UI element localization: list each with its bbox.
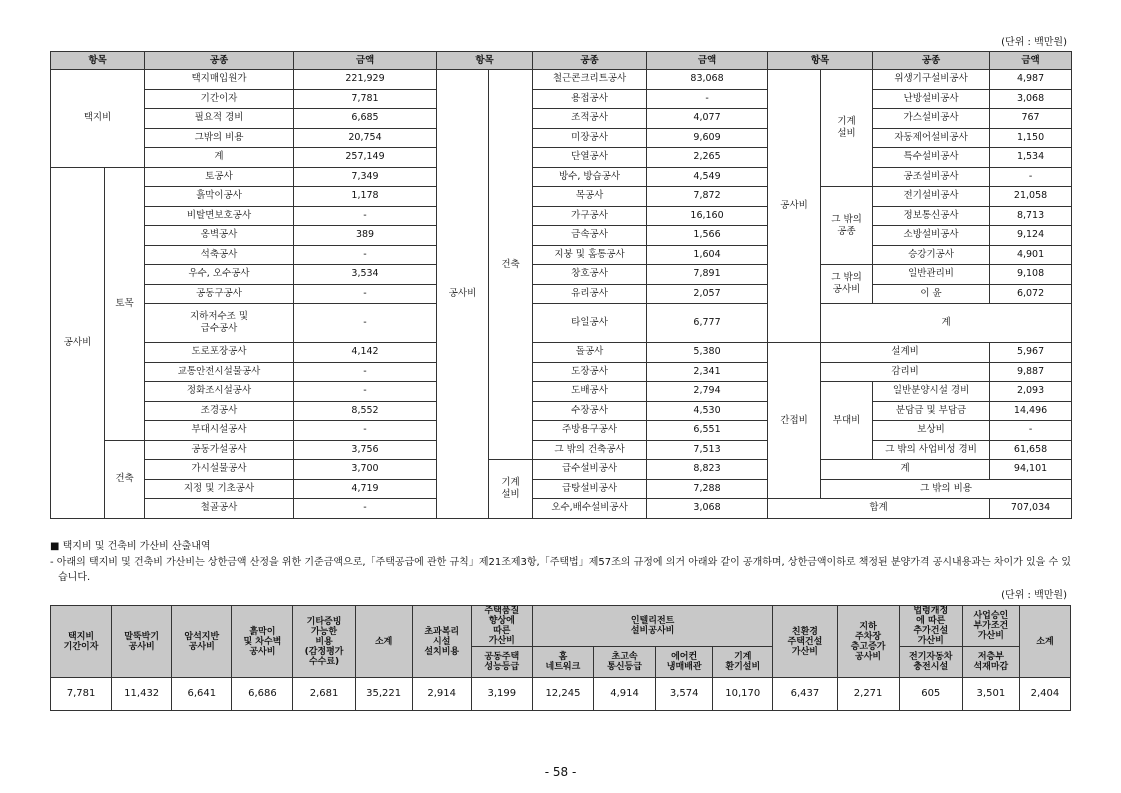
group-label: 공사비 <box>51 167 105 518</box>
header-cell: 주택품질 향상에 따른 가산비 <box>471 606 532 647</box>
table-cell: 보상비 <box>873 421 990 441</box>
table-cell: 4,901 <box>990 245 1072 265</box>
table-cell: 8,552 <box>294 401 437 421</box>
table-cell: 707,034 <box>990 499 1072 519</box>
header-cell: 사업승인 부가조건 가산비 <box>962 606 1019 647</box>
header-cell: 소계 <box>355 606 412 678</box>
table-cell: 257,149 <box>294 148 437 168</box>
table-row <box>51 440 1072 460</box>
table-cell: 특수설비공사 <box>873 148 990 168</box>
table-cell: 4,987 <box>990 70 1072 90</box>
table-cell: - <box>294 284 437 304</box>
table-row <box>51 421 1072 441</box>
table-cell: 금속공사 <box>533 226 647 246</box>
table-cell: 7,513 <box>647 440 768 460</box>
header-cell: 항목 <box>51 52 145 70</box>
table-row <box>51 148 1072 168</box>
table-cell: 조경공사 <box>145 401 294 421</box>
table-cell: 공동구공사 <box>145 284 294 304</box>
table-cell: 389 <box>294 226 437 246</box>
table-cell: 3,756 <box>294 440 437 460</box>
value-cell: 605 <box>899 678 962 711</box>
note-body: - 아래의 택지비 및 건축비 가산비는 상한금액 산정을 위한 기준금액으로,「주택공급에 관한 규칙」제21조제3항,「주택법」제57조의 규정에 의거 아래와 같이 공개하며, 상한금액이하로 책정된 분양가격 공시내용과는 차이가 있을 수 있습니다. <box>50 557 1071 583</box>
table-cell: 6,777 <box>647 304 768 343</box>
table-cell: 767 <box>990 109 1072 129</box>
table-cell: 지정 및 기초공사 <box>145 479 294 499</box>
value-cell: 6,641 <box>172 678 232 711</box>
table-cell: 도배공사 <box>533 382 647 402</box>
table-cell: 2,093 <box>990 382 1072 402</box>
table-row <box>51 187 1072 207</box>
table-cell: 토공사 <box>145 167 294 187</box>
table-cell: 목공사 <box>533 187 647 207</box>
table-cell: 3,068 <box>990 89 1072 109</box>
table-cell: 교통안전시설물공사 <box>145 362 294 382</box>
value-cell: 3,199 <box>471 678 532 711</box>
table-cell: 9,108 <box>990 265 1072 285</box>
table-cell: 6,685 <box>294 109 437 129</box>
header-cell: 에어컨 냉매배관 <box>656 647 713 678</box>
table-cell: 그밖의 비용 <box>145 128 294 148</box>
table-cell: 용접공사 <box>533 89 647 109</box>
table-cell: - <box>294 499 437 519</box>
group-label: 건축 <box>105 440 145 518</box>
table-cell: 도장공사 <box>533 362 647 382</box>
table-cell: 94,101 <box>990 460 1072 480</box>
table-cell: 부대시설공사 <box>145 421 294 441</box>
table-header-row <box>51 606 1071 647</box>
group-label: 건축 <box>489 70 533 460</box>
table-row <box>51 499 1072 519</box>
table-cell: 2,265 <box>647 148 768 168</box>
table-row <box>51 206 1072 226</box>
table-cell: 급수설비공사 <box>533 460 647 480</box>
table-cell: 21,058 <box>990 187 1072 207</box>
table-cell: 흙막이공사 <box>145 187 294 207</box>
table-cell: - <box>990 421 1072 441</box>
table-cell: 4,549 <box>647 167 768 187</box>
table-row <box>51 70 1072 90</box>
table-cell: 유리공사 <box>533 284 647 304</box>
table-cell: 6,072 <box>990 284 1072 304</box>
table-cell: 비탈면보호공사 <box>145 206 294 226</box>
table-cell: 5,380 <box>647 343 768 363</box>
table-cell: 4,530 <box>647 401 768 421</box>
table-cell: 지하저수조 및 급수공사 <box>145 304 294 343</box>
table-cell: 1,604 <box>647 245 768 265</box>
group-label: 공사비 <box>768 70 821 343</box>
header-cell: 택지비 기간이자 <box>51 606 112 678</box>
group-label: 기계 설비 <box>821 70 873 187</box>
table-cell: 3,534 <box>294 265 437 285</box>
value-cell: 7,781 <box>51 678 112 711</box>
group-label: 그 밖의 공사비 <box>821 265 873 304</box>
table-cell: 타일공사 <box>533 304 647 343</box>
table-cell: 계 <box>145 148 294 168</box>
table-cell: - <box>294 245 437 265</box>
group-label: 기계 설비 <box>489 460 533 519</box>
header-cell: 금액 <box>990 52 1072 70</box>
table-cell: - <box>990 167 1072 187</box>
table-row <box>51 109 1072 129</box>
table-row <box>51 460 1072 480</box>
surcharge-table <box>50 605 1071 711</box>
table-cell: 7,288 <box>647 479 768 499</box>
header-cell: 친환경 주택건설 가산비 <box>773 606 837 678</box>
table-cell: 철골공사 <box>145 499 294 519</box>
table-row <box>51 128 1072 148</box>
value-cell: 6,686 <box>232 678 293 711</box>
table-cell: 정화조시설공사 <box>145 382 294 402</box>
table-cell: 83,068 <box>647 70 768 90</box>
value-cell: 12,245 <box>532 678 593 711</box>
group-label: 토목 <box>105 167 145 440</box>
table-cell: 2,057 <box>647 284 768 304</box>
table-row <box>51 678 1071 711</box>
table-cell: 위생기구설비공사 <box>873 70 990 90</box>
table-cell: 2,341 <box>647 362 768 382</box>
table-cell: 전기설비공사 <box>873 187 990 207</box>
table-cell: 기간이자 <box>145 89 294 109</box>
table-cell: 자동제어설비공사 <box>873 128 990 148</box>
table-cell: - <box>294 362 437 382</box>
table-cell: - <box>294 206 437 226</box>
header-cell: 항목 <box>768 52 873 70</box>
table-cell: 합계 <box>768 499 990 519</box>
table-cell: 철근콘크리트공사 <box>533 70 647 90</box>
table-cell: 단열공사 <box>533 148 647 168</box>
table-cell: 7,349 <box>294 167 437 187</box>
table-cell: 오수,배수설비공사 <box>533 499 647 519</box>
table-row <box>51 362 1072 382</box>
table-row <box>51 226 1072 246</box>
table-cell: 4,142 <box>294 343 437 363</box>
table-row <box>51 479 1072 499</box>
table-cell: 1,178 <box>294 187 437 207</box>
table-cell: 1,566 <box>647 226 768 246</box>
table-cell: 방수, 방습공사 <box>533 167 647 187</box>
table-cell: 돌공사 <box>533 343 647 363</box>
header-cell: 금액 <box>294 52 437 70</box>
table-cell: 9,124 <box>990 226 1072 246</box>
table-cell: 필요적 경비 <box>145 109 294 129</box>
table-cell: 소방설비공사 <box>873 226 990 246</box>
value-cell: 4,914 <box>594 678 656 711</box>
value-cell: 6,437 <box>773 678 837 711</box>
table-cell: - <box>647 89 768 109</box>
table-cell: 가스설비공사 <box>873 109 990 129</box>
value-cell: 2,271 <box>837 678 899 711</box>
table-cell: 221,929 <box>294 70 437 90</box>
header-cell: 공종 <box>145 52 294 70</box>
header-cell: 기타증빙 가능한 비용 (감정평가 수수료) <box>293 606 355 678</box>
table-cell: 1,534 <box>990 148 1072 168</box>
group-label: 간접비 <box>768 343 821 499</box>
header-cell: 금액 <box>647 52 768 70</box>
table-cell: 옹벽공사 <box>145 226 294 246</box>
table-cell: 석축공사 <box>145 245 294 265</box>
table-cell: - <box>294 304 437 343</box>
table-cell: - <box>294 382 437 402</box>
table-cell: 계 <box>821 460 990 480</box>
group-label: 공사비 <box>437 70 489 519</box>
value-cell: 11,432 <box>112 678 172 711</box>
table-cell: 이 윤 <box>873 284 990 304</box>
unit-label-bottom: (단위 : 백만원) <box>1001 590 1067 601</box>
table-cell: 공동가설공사 <box>145 440 294 460</box>
table-cell: 그 밖의 건축공사 <box>533 440 647 460</box>
table-cell: 7,891 <box>647 265 768 285</box>
table-cell: 가구공사 <box>533 206 647 226</box>
note-title: ■ 택지비 및 건축비 가산비 산출내역 <box>50 541 211 552</box>
table-row <box>51 401 1072 421</box>
table-cell: 16,160 <box>647 206 768 226</box>
group-label: 택지비 <box>51 70 145 168</box>
table-row <box>51 304 1072 343</box>
table-cell: 주방용구공사 <box>533 421 647 441</box>
table-cell: 9,887 <box>990 362 1072 382</box>
table-row <box>51 245 1072 265</box>
table-cell: 7,872 <box>647 187 768 207</box>
table-cell: 난방설비공사 <box>873 89 990 109</box>
header-cell: 소계 <box>1019 606 1070 678</box>
header-cell: 기계 환기설비 <box>713 647 773 678</box>
table-cell: 감리비 <box>821 362 990 382</box>
header-cell: 초고속 통신등급 <box>594 647 656 678</box>
header-cell: 말뚝박기 공사비 <box>112 606 172 678</box>
table-cell: - <box>294 421 437 441</box>
table-row <box>51 284 1072 304</box>
table-cell: 20,754 <box>294 128 437 148</box>
header-cell: 홈 네트워크 <box>532 647 593 678</box>
table-row <box>51 265 1072 285</box>
table-row <box>51 343 1072 363</box>
table-cell: 조적공사 <box>533 109 647 129</box>
header-cell: 저층부 석재마감 <box>962 647 1019 678</box>
header-cell: 공동주택 성능등급 <box>471 647 532 678</box>
header-cell: 초과복리 시설 설치비용 <box>412 606 471 678</box>
table-header-row <box>51 52 1072 70</box>
table-cell: 3,700 <box>294 460 437 480</box>
table-cell: 1,150 <box>990 128 1072 148</box>
group-label: 부대비 <box>821 382 873 460</box>
cost-breakdown-table <box>50 51 1072 519</box>
group-label: 그 밖의 공종 <box>821 187 873 265</box>
value-cell: 10,170 <box>713 678 773 711</box>
table-cell: 일반관리비 <box>873 265 990 285</box>
table-cell: 5,967 <box>990 343 1072 363</box>
table-cell: 공조설비공사 <box>873 167 990 187</box>
table-cell: 설계비 <box>821 343 990 363</box>
value-cell: 2,914 <box>412 678 471 711</box>
table-row <box>51 382 1072 402</box>
table-cell: 4,077 <box>647 109 768 129</box>
table-cell: 분담금 및 부담금 <box>873 401 990 421</box>
value-cell: 3,574 <box>656 678 713 711</box>
table-cell: 가시설물공사 <box>145 460 294 480</box>
unit-label-top: (단위 : 백만원) <box>1001 37 1067 48</box>
table-cell: 61,658 <box>990 440 1072 460</box>
table-cell: 도로포장공사 <box>145 343 294 363</box>
table-cell: 급탕설비공사 <box>533 479 647 499</box>
table-cell: 일반분양시설 경비 <box>873 382 990 402</box>
table-cell: 지붕 및 홈통공사 <box>533 245 647 265</box>
table-cell: 9,609 <box>647 128 768 148</box>
header-cell: 공종 <box>873 52 990 70</box>
table-cell: 14,496 <box>990 401 1072 421</box>
table-cell: 4,719 <box>294 479 437 499</box>
table-cell: 수장공사 <box>533 401 647 421</box>
table-cell: 2,794 <box>647 382 768 402</box>
table-cell: 그 밖의 사업비성 경비 <box>873 440 990 460</box>
value-cell: 3,501 <box>962 678 1019 711</box>
page-number: - 58 - <box>544 765 577 779</box>
header-cell: 공종 <box>533 52 647 70</box>
header-cell: 암석지반 공사비 <box>172 606 232 678</box>
table-row <box>51 89 1072 109</box>
table-cell: 7,781 <box>294 89 437 109</box>
table-cell: 8,713 <box>990 206 1072 226</box>
header-cell: 인텔리전트 설비공사비 <box>532 606 772 647</box>
value-cell: 2,404 <box>1019 678 1070 711</box>
table-cell: 계 <box>821 304 1072 343</box>
header-cell: 지하 주차장 층고증가 공사비 <box>837 606 899 678</box>
table-cell: 승강기공사 <box>873 245 990 265</box>
table-cell: 6,551 <box>647 421 768 441</box>
table-cell: 창호공사 <box>533 265 647 285</box>
header-cell: 흙막이 및 차수벽 공사비 <box>232 606 293 678</box>
header-cell: 전기자동차 충전시설 <box>899 647 962 678</box>
table-cell: 정보통신공사 <box>873 206 990 226</box>
table-cell: 택지매입원가 <box>145 70 294 90</box>
table-cell: 8,823 <box>647 460 768 480</box>
value-cell: 35,221 <box>355 678 412 711</box>
table-cell: 3,068 <box>647 499 768 519</box>
table-row <box>51 167 1072 187</box>
table-cell: 그 밖의 비용 <box>821 479 1072 499</box>
header-cell: 항목 <box>437 52 533 70</box>
table-cell: 미장공사 <box>533 128 647 148</box>
table-cell: 우수, 오수공사 <box>145 265 294 285</box>
header-cell: 법령개정 에 따른 추가건설 가산비 <box>899 606 962 647</box>
value-cell: 2,681 <box>293 678 355 711</box>
